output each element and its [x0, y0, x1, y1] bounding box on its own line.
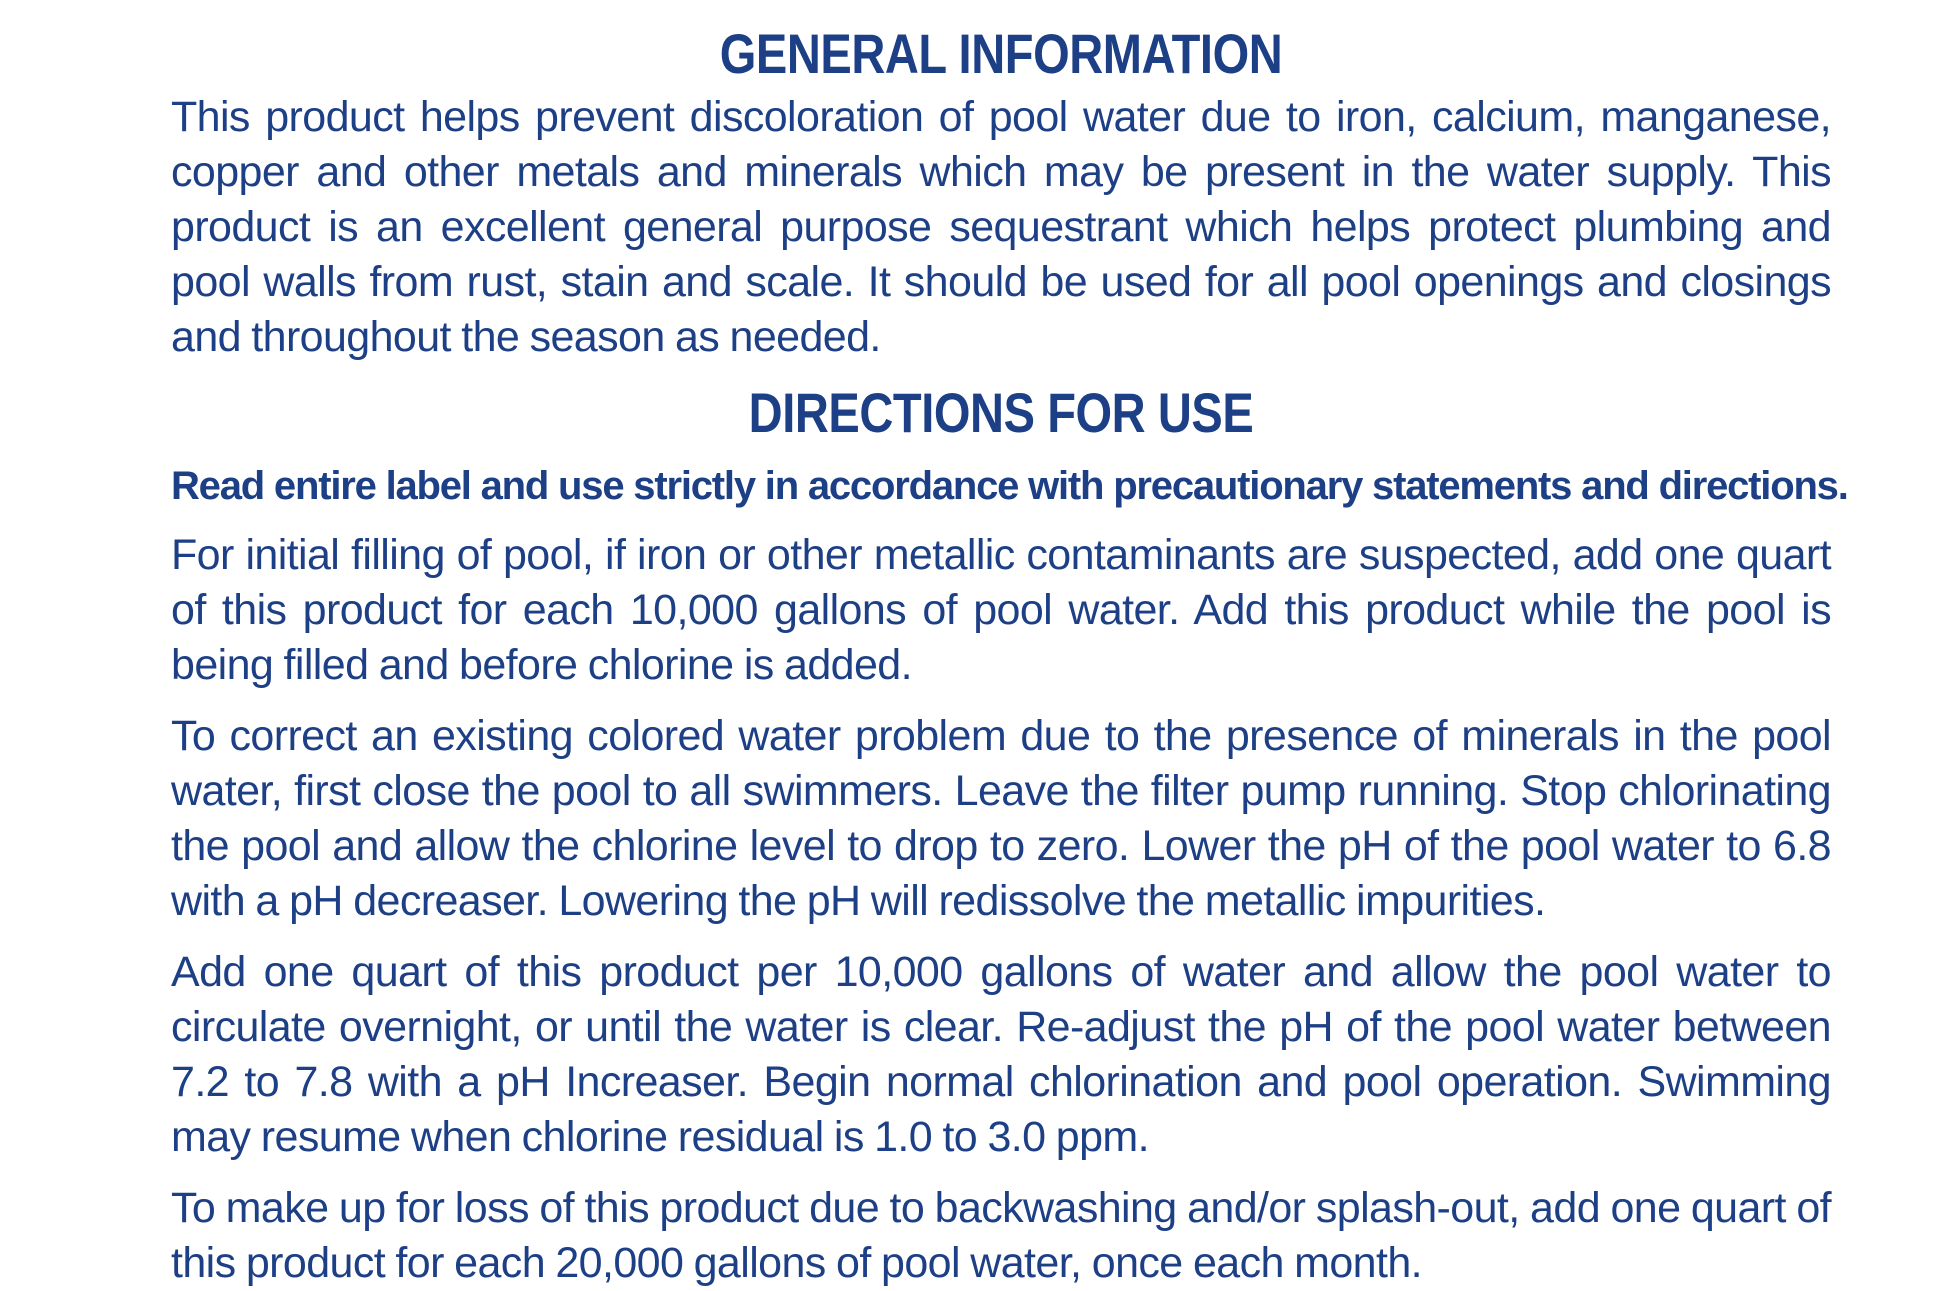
general-information-text: This product helps prevent discoloration of pool water due to iron, calcium, manganese, copper and other metals and minerals which may be present in the water supply. This product is an excellent general purpose sequestrant which helps protect plumbing and pool walls from rust, stain and scale. It should be used for all pool openings and closings and throughout the season as needed.: [171, 93, 1831, 361]
directions-paragraph-correct-colored-water: To correct an existing colored water problem due to the presence of minerals in the pool water, first close the pool to all swimmers. Leave the filter pump running. Stop chlorinating the pool and allow the chlorine level to drop to zero. Lower the pH of the pool water to 6.8 with a pH decreaser. Lowering the pH will redissolve the metallic impurities.: [171, 712, 1831, 925]
directions-paragraph-initial-filling: For initial filling of pool, if iron or other metallic contaminants are suspected, add one quart of this product for each 10,000 gallons of pool water. Add this product while the pool is being filled and before chlorine is added.: [171, 531, 1831, 689]
directions-for-use-heading: DIRECTIONS FOR USE: [748, 381, 1254, 444]
directions-paragraph-add-quart: Add one quart of this product per 10,000 gallons of water and allow the pool water to circulate overnight, or until the water is clear. Re-adjust the pH of the pool water between 7.2 to 7.8 with a pH Increaser. Begin normal chlorination and pool operation. Swimming may resume when chlorine residual is 1.0 to 3.0 ppm.: [171, 948, 1831, 1161]
general-information-heading: GENERAL INFORMATION: [719, 22, 1283, 85]
directions-paragraph-make-up-loss: To make up for loss of this product due to backwashing and/or splash-out, add one quart of this product for each 20,000 gallons of pool water, once each month.: [171, 1184, 1831, 1287]
label-document: [171, 20, 1848, 1291]
read-label-instruction: Read entire label and use strictly in accordance with precautionary statements and directions.: [171, 464, 1848, 508]
